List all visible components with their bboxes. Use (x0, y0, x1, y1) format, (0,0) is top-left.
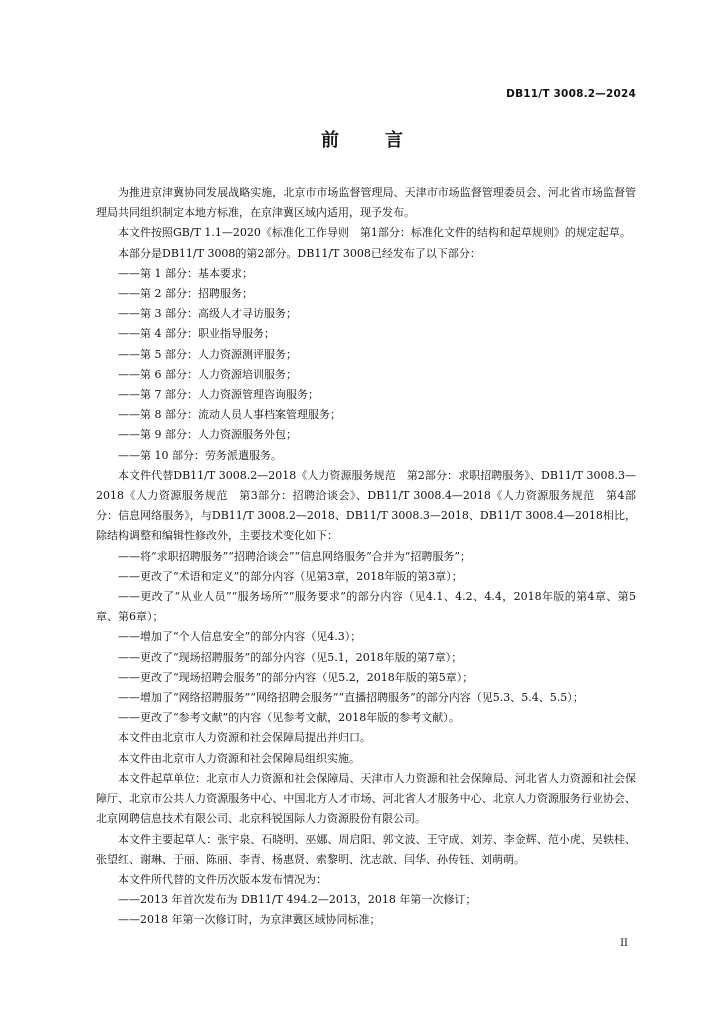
list-item: ——第 3 部分：高级人才寻访服务； (118, 307, 297, 321)
list-item: ——将“求职招聘服务”“招聘洽谈会”“信息网络服务”合并为“招聘服务”； (118, 549, 471, 563)
paragraph: 为推进京津冀协同发展战略实施，北京市市场监督管理局、天津市市场监督管理委员会、河北省市场监督管理局共同组织制定本地方标准，在京津冀区域内适用，现予发布。 (96, 186, 636, 220)
list-item: ——2018 年第一次修订时，为京津冀区域协同标准； (118, 913, 381, 927)
list-item: ——第 9 部分：人力资源服务外包； (118, 428, 297, 442)
document-body (96, 183, 636, 931)
list-item: ——第 7 部分：人力资源管理咨询服务； (118, 388, 319, 402)
paragraph: 本文件按照GB/T 1.1—2020《标准化工作导则 第1部分：标准化文件的结构和起草规则》的规定起草。 (118, 226, 631, 240)
list-item: ——第 1 部分：基本要求； (118, 266, 253, 280)
paragraph: 本文件所代替的文件历次版本发布情况为： (118, 872, 327, 886)
list-item: ——第 10 部分：劳务派遣服务。 (118, 448, 282, 462)
list-item: ——增加了“个人信息安全”的部分内容（见4.3）； (118, 630, 362, 644)
paragraph: 本文件由北京市人力资源和社会保障局提出并归口。 (118, 731, 371, 745)
page-title: 前 言 (321, 130, 417, 151)
list-item: ——更改了“现场招聘会服务”的部分内容（见5.2，2018年版的第5章）； (118, 670, 474, 684)
list-item: ——更改了“术语和定义”的部分内容（见第3章，2018年版的第3章）； (118, 569, 463, 583)
list-item: ——第 2 部分：招聘服务； (118, 287, 253, 301)
list-item: ——第 4 部分：职业指导服务； (118, 327, 275, 341)
list-item: ——2013 年首次发布为 DB11/T 494.2—2013，2018 年第一次修订； (118, 893, 477, 907)
list-item: ——更改了“从业人员”“服务场所”“服务要求”的部分内容（见4.1、4.2、4.4，2018年版的第4章、第5章、第6章）； (96, 590, 636, 624)
paragraph: 本文件起草单位：北京市人力资源和社会保障局、天津市人力资源和社会保障局、河北省人力资源和社会保障厅、北京市公共人力资源服务中心、中国北方人才市场、河北省人才服务中心、北京人力资源服务行业协会、北京网聘信息技术有限公司、北京科锐国际人力资源股份有限公司。 (96, 771, 636, 826)
paragraph: 本部分是DB11/T 3008的第2部分。DB11/T 3008已经发布了以下部分： (118, 246, 481, 260)
list-item: ——更改了“现场招聘服务”的部分内容（见5.1，2018年版的第7章）； (118, 650, 463, 664)
list-item: ——第 6 部分：人力资源培训服务； (118, 367, 297, 381)
document-code: DB11/T 3008.2—2024 (506, 88, 636, 100)
list-item: ——增加了“网络招聘服务”“网络招聘会服务”“直播招聘服务”的部分内容（见5.3、5.4、5.5）； (118, 691, 584, 705)
list-item: ——第 5 部分：人力资源测评服务； (118, 347, 297, 361)
list-item: ——更改了“参考文献”的内容（见参考文献，2018年版的参考文献）。 (118, 711, 460, 725)
list-item: ——第 8 部分：流动人员人事档案管理服务； (118, 408, 341, 422)
paragraph: 本文件代替DB11/T 3008.2—2018《人力资源服务规范 第2部分：求职招聘服务》、DB11/T 3008.3—2018《人力资源服务规范 第3部分：招聘洽谈会》、DB11/T 3008.4—2018《人力资源服务规范 第4部分：信息网络服务》，与DB11/T 3008.2—2018、DB11/T 3008.3—2018、DB11/T 3008.4—2018相比，除结构调整和编辑性修改外，主要技术变化如下： (96, 468, 636, 543)
page-number: II (620, 938, 628, 949)
paragraph: 本文件主要起草人：张宇泉、石晓明、巫娜、周启阳、郭文波、王守成、刘芳、李金辉、范小虎、吴轶桂、张望红、谢琳、于丽、陈丽、李青、杨惠贤、索黎明、沈志歆、闫华、孙传钰、刘萌萌。 (96, 832, 636, 866)
paragraph: 本文件由北京市人力资源和社会保障局组织实施。 (118, 751, 360, 765)
